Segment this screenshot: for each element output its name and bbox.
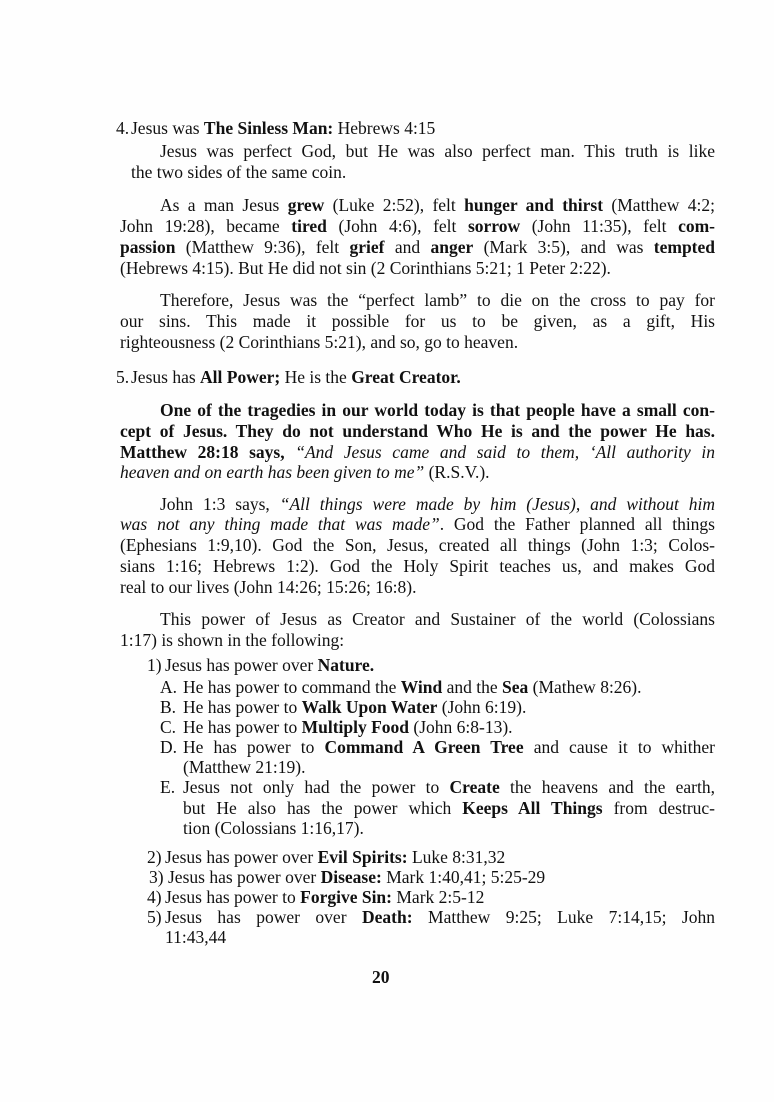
text-line <box>183 697 526 717</box>
text-line <box>120 535 715 555</box>
text-line <box>120 462 490 482</box>
page-number: 20 <box>372 967 390 987</box>
text-line <box>165 927 226 947</box>
text-run: He has power to <box>183 697 302 717</box>
text-line <box>183 777 715 797</box>
text-run: Luke 8:31,32 <box>407 847 506 867</box>
bold-text: Multiply Food <box>301 717 410 737</box>
text-line <box>120 442 715 462</box>
text-run: (Hebrews 4:15). But He did not sin (2 Corinthians 5:21; 1 Peter 2:22). <box>120 258 611 278</box>
bold-text: Sea <box>502 677 529 697</box>
text-line <box>120 630 344 650</box>
bold-text: tired <box>291 216 327 236</box>
bold-text: cept of Jesus. They do not understand Who He is and the power He has. <box>120 421 715 441</box>
text-run: righteousness (2 Corinthians 5:21), and so, go to heaven. <box>120 332 519 352</box>
text-run: and the <box>442 677 503 697</box>
bold-text: anger <box>430 237 474 257</box>
text-run: our sins. This made it possible for us to be given, as a gift, His <box>120 311 715 331</box>
text-run: real to our lives (John 14:26; 15:26; 16:8). <box>120 577 417 597</box>
text-line <box>168 867 545 887</box>
bold-text: Forgive Sin: <box>300 887 392 907</box>
text-run: tion (Colossians 1:16,17). <box>183 818 364 838</box>
text-line <box>120 237 715 257</box>
text-run: (John 4:6), felt <box>326 216 468 236</box>
bold-text: Disease: <box>320 867 382 887</box>
bold-text: The Sinless Man: <box>203 118 334 138</box>
text-run: He has power to command the <box>183 677 401 697</box>
text-run: 11:43,44 <box>165 927 227 947</box>
text-run: sians 1:16; Hebrews 1:2). God the Holy Spirit teaches us, and makes God <box>120 556 715 576</box>
text-run: (Ephesians 1:9,10). God the Son, Jesus, created all things (John 1:3; Colos- <box>120 535 715 555</box>
text-line <box>120 421 715 441</box>
text-line <box>160 494 715 514</box>
bold-text: One of the tragedies in our world today is that people have a small con- <box>160 400 715 420</box>
text-run: Jesus has power over <box>165 655 318 675</box>
list-marker: C. <box>160 717 177 737</box>
bold-text: Walk Upon Water <box>301 697 438 717</box>
text-run: (Mark 3:5), and was <box>473 237 654 257</box>
text-run: Mark 1:40,41; 5:25-29 <box>381 867 546 887</box>
text-line <box>165 655 374 675</box>
text-line <box>131 162 346 182</box>
text-run: the two sides of the same coin. <box>131 162 347 182</box>
text-run: Jesus has <box>131 367 201 387</box>
bold-text: grief <box>349 237 385 257</box>
text-run: (Mathew 8:26). <box>528 677 642 697</box>
text-run: (John 11:35), felt <box>520 216 679 236</box>
text-run: Jesus has power to <box>165 887 301 907</box>
list-marker: 4) <box>147 887 162 907</box>
text-run: (Matthew 21:19). <box>183 757 306 777</box>
text-line <box>165 907 715 927</box>
text-line <box>160 290 715 310</box>
text-line <box>120 332 518 352</box>
text-line <box>120 258 611 278</box>
bold-text: Matthew 28:18 says, <box>120 442 296 462</box>
text-run: Matthew 9:25; Luke 7:14,15; John <box>412 907 715 927</box>
text-run: Jesus was <box>131 118 204 138</box>
text-run: Therefore, Jesus was the “perfect lamb” to die on the cross to pay for <box>160 290 715 310</box>
text-run: He is the <box>280 367 352 387</box>
text-line <box>160 195 715 215</box>
text-line <box>120 311 715 331</box>
text-line <box>183 818 364 838</box>
text-run: Mark 2:5-12 <box>392 887 485 907</box>
text-run: Jesus has power over <box>165 847 318 867</box>
text-run: (Matthew 4:2; <box>603 195 716 215</box>
bold-text: Great Creator. <box>351 367 461 387</box>
italic-text: was not any thing made that was made” <box>120 514 440 534</box>
text-run: from destruc- <box>602 798 715 818</box>
text-line <box>165 847 505 867</box>
text-line <box>120 216 715 236</box>
bold-text: passion <box>120 237 176 257</box>
text-run: John 19:28), became <box>120 216 292 236</box>
text-run: . God the Father planned all things <box>439 514 715 534</box>
text-run: Hebrews 4:15 <box>333 118 436 138</box>
list-marker: 1) <box>147 655 162 675</box>
bold-text: com- <box>678 216 715 236</box>
text-run: 1:17) is shown in the following: <box>120 630 345 650</box>
italic-text: “All things were made by him (Jesus), and without him <box>279 494 716 514</box>
list-marker: 5) <box>147 907 162 927</box>
list-marker: A. <box>160 677 178 697</box>
bold-text: tempted <box>653 237 715 257</box>
text-line <box>131 367 461 387</box>
text-run: (Matthew 9:36), felt <box>175 237 350 257</box>
text-run: (John 6:19). <box>437 697 527 717</box>
text-run: He has power to <box>183 737 325 757</box>
list-marker: 2) <box>147 847 162 867</box>
text-run: the heavens and the earth, <box>499 777 715 797</box>
text-line <box>183 798 715 818</box>
text-line <box>183 677 642 697</box>
bold-text: Nature. <box>317 655 375 675</box>
bold-text: hunger and thirst <box>464 195 604 215</box>
bold-text: Keeps All Things <box>462 798 603 818</box>
text-line <box>131 118 435 138</box>
text-run: John 1:3 says, <box>160 494 280 514</box>
bold-text: All Power; <box>200 367 281 387</box>
bold-text: sorrow <box>467 216 521 236</box>
text-line <box>183 737 715 757</box>
list-marker: D. <box>160 737 178 757</box>
text-line <box>160 141 715 161</box>
bold-text: Wind <box>400 677 443 697</box>
text-run: (John 6:8-13). <box>409 717 513 737</box>
text-line <box>165 887 484 907</box>
list-marker: B. <box>160 697 177 717</box>
list-marker: 4. <box>116 118 130 138</box>
text-line <box>120 556 715 576</box>
text-line <box>160 609 715 629</box>
bold-text: Command A Green Tree <box>324 737 524 757</box>
text-run: and cause it to whither <box>523 737 715 757</box>
list-marker: 5. <box>116 367 130 387</box>
text-line <box>183 717 513 737</box>
text-run: and <box>384 237 431 257</box>
bold-text: Evil Spirits: <box>317 847 408 867</box>
text-line <box>120 514 715 534</box>
italic-text: “And Jesus came and said to them, ‘All authority in <box>295 442 715 462</box>
text-run: Jesus has power over <box>168 867 321 887</box>
text-run: As a man Jesus <box>160 195 288 215</box>
text-line <box>160 400 715 420</box>
text-run: Jesus was perfect God, but He was also perfect man. This truth is like <box>160 141 715 161</box>
list-marker: 3) <box>149 867 164 887</box>
list-marker: E. <box>160 777 176 797</box>
text-line <box>183 757 305 777</box>
bold-text: Create <box>449 777 500 797</box>
text-run: (Luke 2:52), felt <box>324 195 465 215</box>
text-line <box>120 577 417 597</box>
text-run: He has power to <box>183 717 302 737</box>
text-run: Jesus has power over <box>165 907 363 927</box>
italic-text: heaven and on earth has been given to me” <box>120 462 425 482</box>
text-run: Jesus not only had the power to <box>183 777 450 797</box>
bold-text: grew <box>287 195 325 215</box>
text-run: (R.S.V.). <box>424 462 490 482</box>
text-run: but He also has the power which <box>183 798 463 818</box>
bold-text: Death: <box>362 907 413 927</box>
text-run: This power of Jesus as Creator and Sustainer of the world (Colossians <box>160 609 715 629</box>
